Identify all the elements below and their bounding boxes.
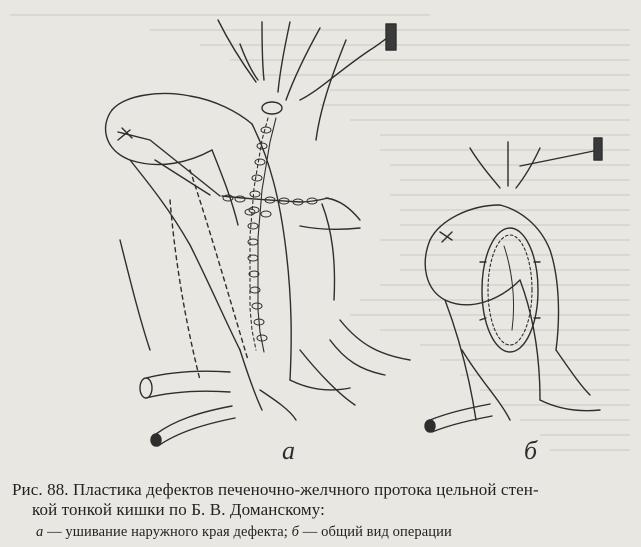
caption-line-1: Рис. 88. Пластика дефектов печеночно-желчного протока цельной стен- [12,480,539,499]
panel-b-drawing [425,138,602,432]
caption-legend [12,522,632,542]
panel-a-drawing [106,20,410,446]
figure-caption [12,480,632,542]
panel-a-label: а [282,436,295,465]
legend-a-letter: а [36,524,44,540]
panel-b-label: б [524,436,538,465]
legend-b-letter: б [291,524,300,540]
legend-a-text: — ушивание наружного края дефекта; [43,524,292,540]
legend-b-text: — общий вид операции [299,524,452,540]
caption-line-2: кой тонкой кишки по Б. В. Доманскому: [32,500,325,519]
